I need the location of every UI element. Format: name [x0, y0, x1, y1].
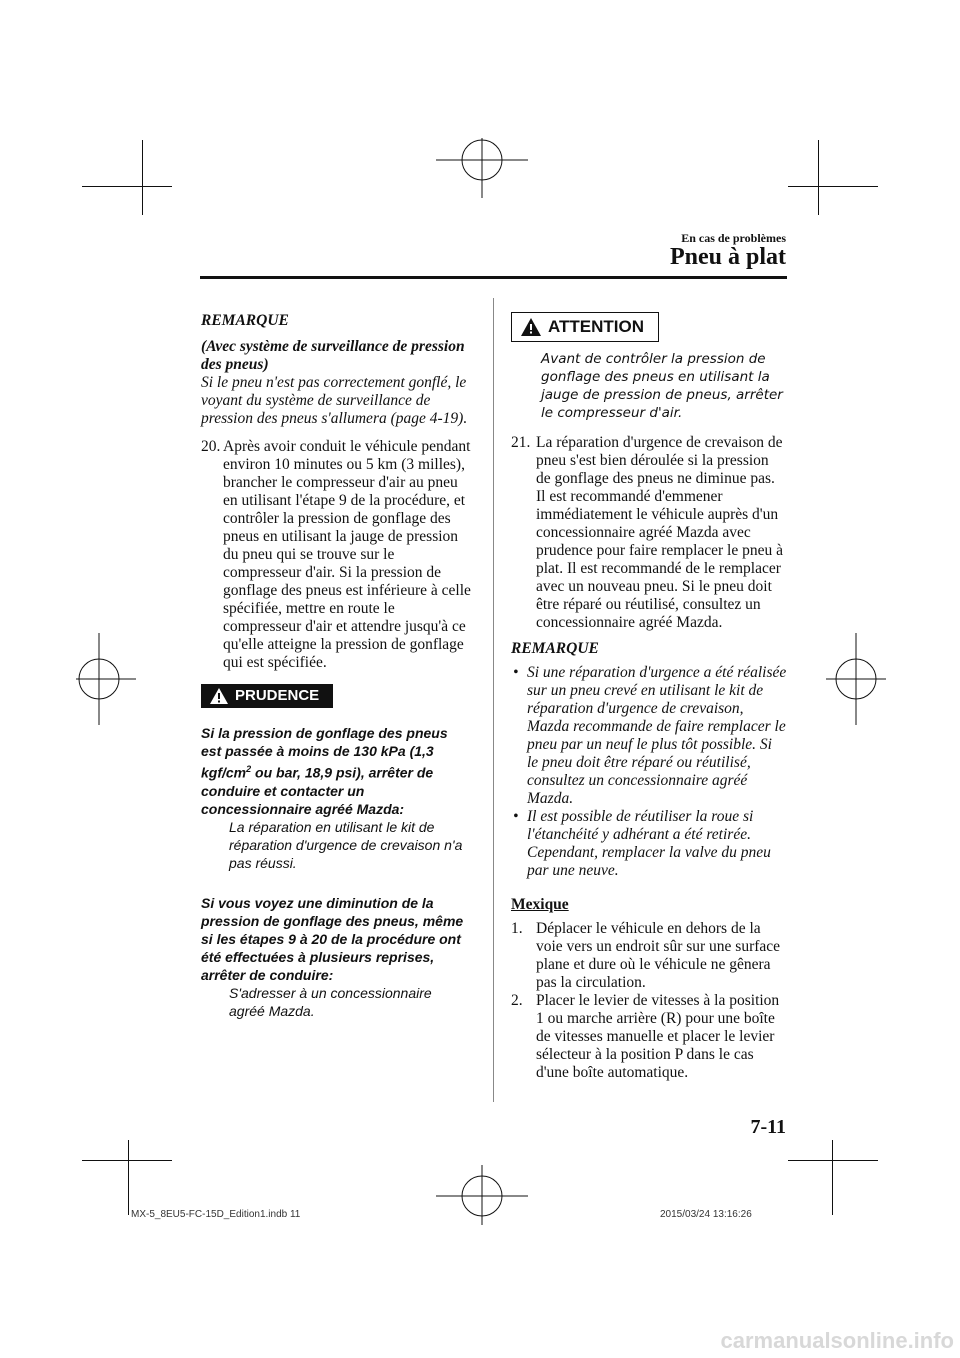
prudence-detail-1: La réparation en utilisant le kit de réparation d'urgence de crevaison n'a pas réussi. [229, 818, 463, 871]
attention-text: Avant de contrôler la pression de gonflage des pneus en utilisant la jauge de pression de pneus, arrêter le compresseur d'air. [541, 351, 783, 421]
bullet-icon: • [513, 664, 519, 681]
attention-label: ATTENTION [548, 317, 645, 336]
step-number: 20. [201, 438, 221, 455]
warning-icon [520, 317, 542, 337]
attention-banner [511, 312, 787, 342]
step-text: Après avoir conduit le véhicule pendant environ 10 minutes ou 5 km (3 milles), brancher le compresseur d'air au pneu en utilisant l'étape 9 de la procédure, et contrôler la pression de gonflage des pneus en utilisant la jauge de pression du pneu qui se trouve sur le compresseur d'air. Si la pression de gonflage des pneus est inférieure à celle spécifiée, mettre en route le compresseur d'air et attendre jusqu'à ce qu'elle atteigne la pression de gonflage qui est spécifiée. [223, 438, 471, 671]
step-20 [201, 438, 471, 672]
bullet-icon: • [513, 808, 519, 825]
note-heading: REMARQUE [201, 312, 289, 329]
prudence-banner [201, 684, 471, 710]
prudence-lead-1 [201, 724, 471, 818]
note-text: Si le pneu n'est pas correctement gonflé, le voyant du système de surveillance de pression des pneus s'allumera (page 4-19). [201, 374, 468, 427]
registration-mark-right [826, 633, 886, 725]
prudence-label: PRUDENCE [235, 687, 320, 704]
warning-icon [209, 687, 229, 705]
page-title: Pneu à plat [669, 244, 786, 270]
bullet-text: Il est possible de réutiliser la roue si l'étanchéité y adhérant a été retirée. Cependant, remplacer la valve du pneu par une neuve. [527, 808, 771, 879]
prudence-lead-text-cont: ou bar, 18,9 psi), arrêter de conduire et contacter un concessionnaire agréé Mazda: [201, 764, 434, 817]
note-heading: REMARQUE [511, 640, 599, 657]
right-column [511, 312, 787, 1082]
step-text: La réparation d'urgence de crevaison de pneu s'est bien déroulée si la pression de gonflage des pneus ne diminue pas. Il est recommandé d'emmener immédiatement le véhicule auprès d'un concessionnaire agréé Mazda avec prudence pour faire remplacer le pneu à plat. Il est recommandé de le remplacer avec un nouveau pneu. Si le pneu doit être réparé ou réutilisé, consultez un concessionnaire agréé Mazda. [536, 434, 784, 631]
footer-file: MX-5_8EU5-FC-15D_Edition1.indb 11 [131, 1209, 301, 1220]
mex-step-2 [511, 992, 787, 1082]
note-subheading: (Avec système de surveillance de pression des pneus) [201, 338, 465, 373]
superscript: 2 [246, 764, 252, 774]
prudence-lead-2: Si vous voyez une diminution de la pression de gonflage des pneus, même si les étapes 9 à 20 de la procédure ont été effectuées à plusieurs reprises, arrêter de conduire: [201, 894, 464, 983]
header-rule [200, 276, 787, 279]
step-text: Placer le levier de vitesses à la position 1 ou marche arrière (R) pour une boîte de vitesses manuelle et placer le levier sélecteur à la position P dans le cas d'une boîte automatique. [536, 992, 780, 1081]
mexique-heading: Mexique [511, 896, 569, 913]
step-number: 2. [511, 992, 523, 1009]
step-21 [511, 434, 787, 632]
mex-step-1 [511, 920, 787, 992]
step-text: Déplacer le véhicule en dehors de la voie vers un endroit sûr sur une surface plane et dure où le véhicule ne gênera pas la circulation. [536, 920, 781, 991]
registration-mark-top [436, 138, 528, 198]
note-bullet [511, 808, 787, 880]
page-number: 7-11 [750, 1116, 786, 1138]
note-bullet [511, 664, 787, 808]
left-column [201, 312, 471, 1020]
bullet-text: Si une réparation d'urgence a été réalisée sur un pneu crevé en utilisant le kit de réparation d'urgence de crevaison, Mazda recommande de faire remplacer le pneu par un neuf le plus tôt possible. Si le pneu doit être réparé ou réutilisé, consultez un concessionnaire agréé Mazda. [527, 664, 787, 807]
section-title: En cas de problèmes [681, 231, 786, 245]
column-divider [493, 298, 494, 1102]
watermark: carmanualsonline.info [720, 1328, 954, 1353]
footer-timestamp: 2015/03/24 13:16:26 [660, 1209, 752, 1220]
prudence-detail-2: S'adresser à un concessionnaire agréé Mazda. [229, 984, 432, 1019]
registration-mark-bottom [436, 1165, 528, 1225]
prudence-lead-text: Si la pression de gonflage des pneus est passée à moins de 130 kPa (1,3 kgf/cm [201, 725, 448, 781]
step-number: 21. [511, 434, 531, 451]
registration-mark-left [76, 633, 136, 725]
step-number: 1. [511, 920, 523, 937]
